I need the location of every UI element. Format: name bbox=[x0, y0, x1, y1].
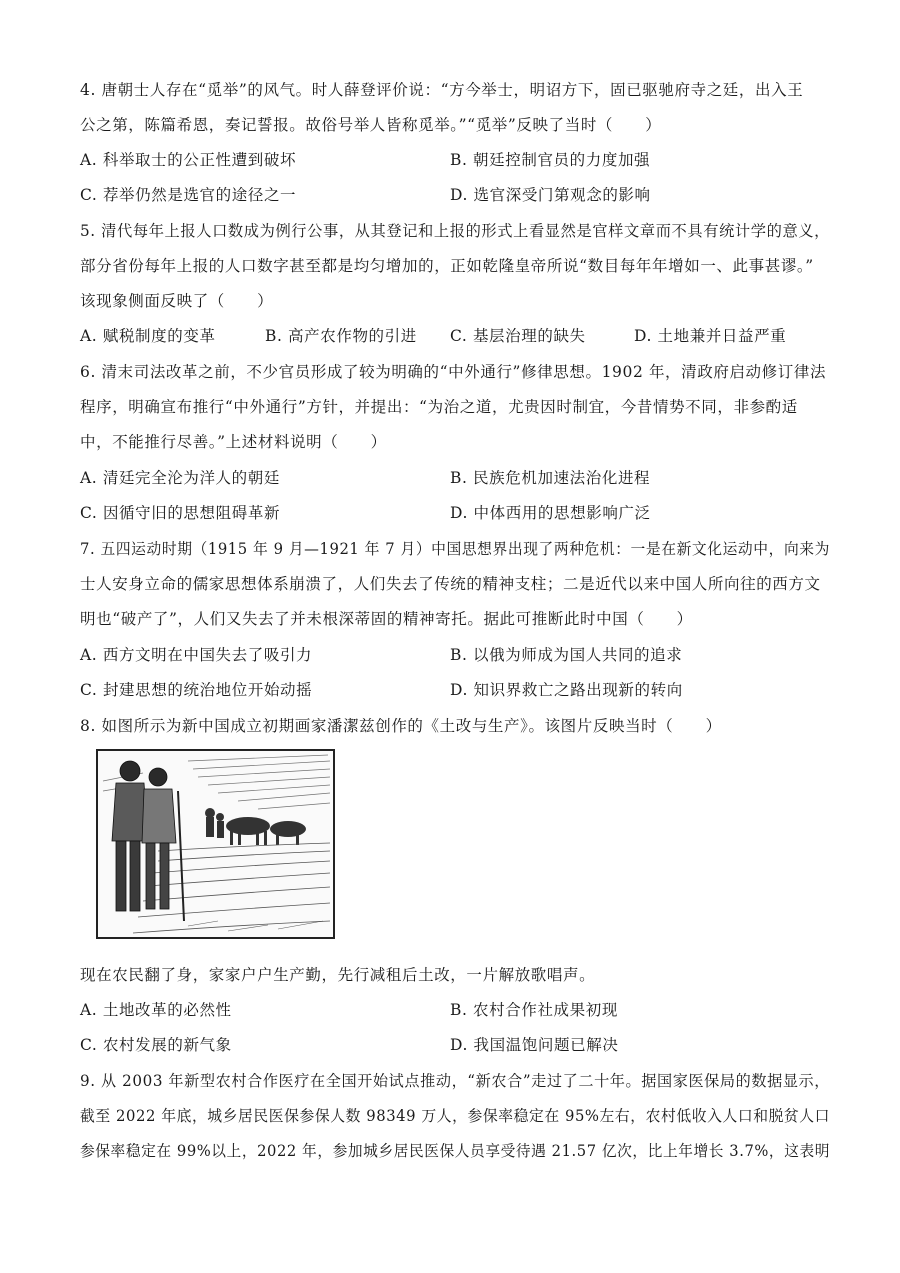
q6-stem-line-1: 6. 清末司法改革之前，不少官员形成了较为明确的“中外通行”修律思想。1902 年，清政府启动修订律法 bbox=[80, 363, 827, 381]
q8-option-d[interactable]: D. 我国温饱问题已解决 bbox=[450, 1036, 619, 1054]
q6-option-a[interactable]: A. 清廷完全沦为洋人的朝廷 bbox=[80, 469, 280, 487]
q4-stem-line-1: 4. 唐朝士人存在“觅举”的风气。时人薛登评价说：“方今举士，明诏方下，固已驱驰府寺之廷，出入王 bbox=[80, 81, 804, 99]
q6-stem-line-2: 程序，明确宣布推行“中外通行”方针，并提出：“为治之道，尤贵因时制宜，今昔情势不同，非参酌适 bbox=[80, 398, 798, 416]
q8-option-a[interactable]: A. 土地改革的必然性 bbox=[80, 1001, 232, 1019]
woodcut-illustration bbox=[98, 751, 333, 937]
q7-option-c[interactable]: C. 封建思想的统治地位开始动摇 bbox=[80, 681, 313, 699]
q6-option-c[interactable]: C. 因循守旧的思想阻碍革新 bbox=[80, 504, 281, 522]
q8-figure-caption: 现在农民翻了身，家家户户生产勤，先行减租后土改，一片解放歌唱声。 bbox=[80, 966, 596, 984]
q6-option-d[interactable]: D. 中体西用的思想影响广泛 bbox=[450, 504, 651, 522]
q6-option-b[interactable]: B. 民族危机加速法治化进程 bbox=[450, 469, 651, 487]
q7-stem-line-1: 7. 五四运动时期（1915 年 9 月—1921 年 7 月）中国思想界出现了两种危机：一是在新文化运动中，向来为 bbox=[80, 540, 830, 558]
q8-option-b[interactable]: B. 农村合作社成果初现 bbox=[450, 1001, 618, 1019]
q4-stem-line-2: 公之第，陈篇希恩，奏记誓报。故俗号举人皆称觅举。”“觅举”反映了当时（ ） bbox=[80, 116, 662, 134]
q9-stem-line-2: 截至 2022 年底，城乡居民医保参保人数 98349 万人，参保率稳定在 95%左右，农村低收入人口和脱贫人口 bbox=[80, 1107, 831, 1125]
q7-option-a[interactable]: A. 西方文明在中国失去了吸引力 bbox=[80, 646, 313, 664]
q9-stem-line-3: 参保率稳定在 99%以上，2022 年，参加城乡居民医保人员享受待遇 21.57 亿次，比上年增长 3.7%，这表明 bbox=[80, 1142, 831, 1160]
q7-option-b[interactable]: B. 以俄为师成为国人共同的追求 bbox=[450, 646, 683, 664]
q5-stem-line-3: 该现象侧面反映了（ ） bbox=[80, 292, 274, 310]
q7-option-d[interactable]: D. 知识界救亡之路出现新的转向 bbox=[450, 681, 683, 699]
q5-option-a[interactable]: A. 赋税制度的变革 bbox=[80, 327, 216, 345]
q4-option-b[interactable]: B. 朝廷控制官员的力度加强 bbox=[450, 151, 651, 169]
q4-option-a[interactable]: A. 科举取士的公正性遭到破坏 bbox=[80, 151, 297, 169]
q5-stem-line-2: 部分省份每年上报的人口数字甚至都是均匀增加的，正如乾隆皇帝所说“数目每年年增如一、此事甚谬。” bbox=[80, 257, 814, 275]
q5-option-c[interactable]: C. 基层治理的缺失 bbox=[450, 327, 586, 345]
q7-stem-line-3: 明也“破产了”，人们又失去了并未根深蒂固的精神寄托。据此可推断此时中国（ ） bbox=[80, 610, 693, 628]
q4-option-d[interactable]: D. 选官深受门第观念的影响 bbox=[450, 186, 651, 204]
q4-option-c[interactable]: C. 荐举仍然是选官的途径之一 bbox=[80, 186, 297, 204]
q6-stem-line-3: 中，不能推行尽善。”上述材料说明（ ） bbox=[80, 433, 387, 451]
q5-option-b[interactable]: B. 高产农作物的引进 bbox=[265, 327, 417, 345]
q9-stem-line-1: 9. 从 2003 年新型农村合作医疗在全国开始试点推动，“新农合”走过了二十年。据国家医保局的数据显示， bbox=[80, 1072, 831, 1090]
q5-option-d[interactable]: D. 土地兼并日益严重 bbox=[634, 327, 787, 345]
land-reform-woodcut-image bbox=[96, 749, 335, 939]
q5-stem-line-1: 5. 清代每年上报人口数成为例行公事，从其登记和上报的形式上看显然是官样文章而不具有统计学的意义， bbox=[80, 222, 831, 240]
q8-stem-line-1: 8. 如图所示为新中国成立初期画家潘潔兹创作的《土改与生产》。该图片反映当时（ ） bbox=[80, 717, 722, 735]
q8-option-c[interactable]: C. 农村发展的新气象 bbox=[80, 1036, 232, 1054]
q7-stem-line-2: 士人安身立命的儒家思想体系崩溃了，人们失去了传统的精神支柱；二是近代以来中国人所向往的西方文 bbox=[80, 575, 821, 593]
